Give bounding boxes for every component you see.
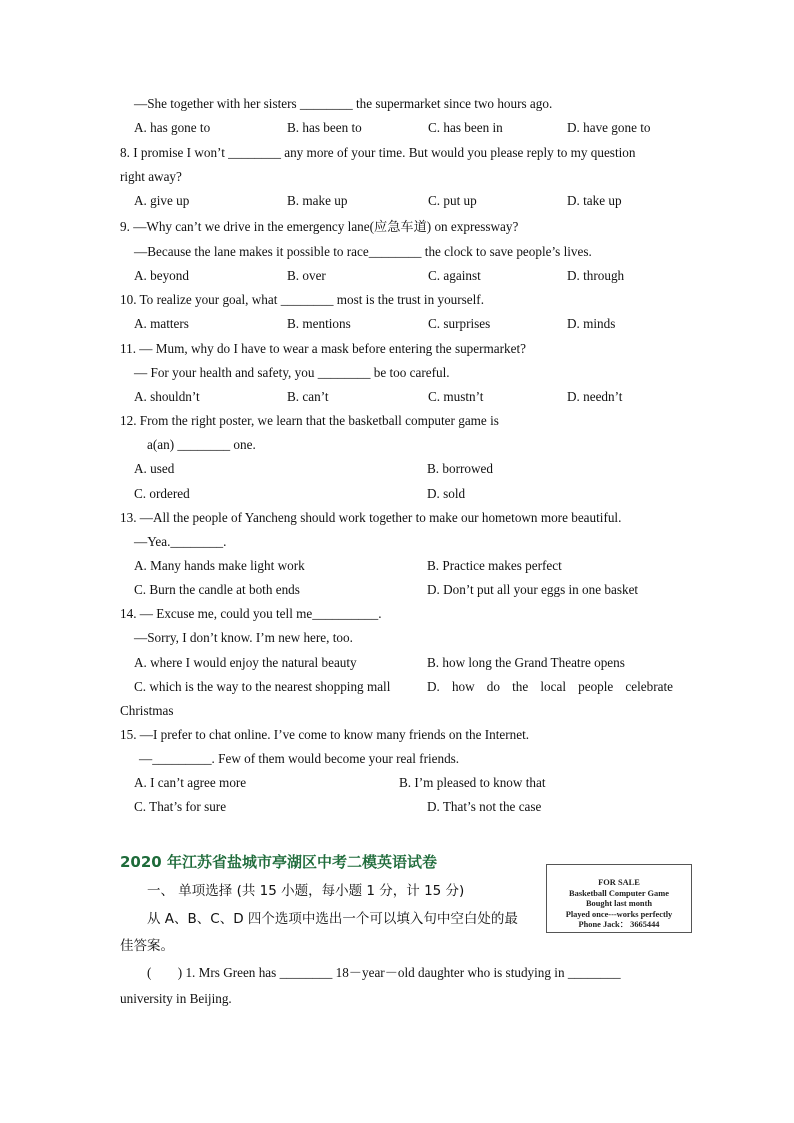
q14-option-d-word: how	[451, 679, 475, 694]
poster-line: Bought last month	[585, 899, 653, 908]
q15-stem-cont: —_________. Few of them would become your real friends.	[139, 751, 460, 766]
q9-option-c: C. against	[428, 268, 481, 283]
q12-stem: 12. From the right poster, we learn that the basketball computer game is	[120, 413, 499, 428]
q13-option-a: A. Many hands make light work	[134, 558, 305, 573]
q13-stem-cont: —Yea.________.	[134, 534, 227, 549]
exam-title: 2020 年江苏省盐城市亭湖区中考二模英语试卷	[120, 853, 437, 871]
poster-line: FOR SALE	[598, 878, 640, 887]
q7-stem: —She together with her sisters ________ the supermarket since two hours ago.	[134, 96, 553, 111]
q9-stem-cont: —Because the lane makes it possible to race________ the clock to save people’s lives.	[134, 244, 592, 259]
instruction-line-1: 从 A、B、C、D 四个选项中选出一个可以填入句中空白处的最	[147, 911, 518, 927]
q11-stem: 11. — Mum, why do I have to wear a mask before entering the supermarket?	[120, 341, 526, 356]
section-heading: 一、 单项选择 (共 15 小题，每小题 1 分，计 15 分)	[147, 883, 465, 899]
poster-line: Basketball Computer Game	[569, 888, 669, 898]
q7-option-a: A. has gone to	[134, 120, 211, 135]
q8-option-d: D. take up	[567, 193, 622, 208]
q11-option-a: A. shouldn’t	[134, 389, 200, 404]
q14-option-d-word: celebrate	[625, 679, 673, 694]
q15-option-b: B. I’m pleased to know that	[399, 775, 546, 790]
q1-stem-cont: university in Beijing.	[120, 991, 232, 1006]
q1-stem: ( ) 1. Mrs Green has ________ 18－year－old daughter who is studying in ________	[147, 965, 621, 980]
q14-option-d-word: people	[578, 679, 614, 694]
q9-option-b: B. over	[287, 268, 326, 283]
q7-option-d: D. have gone to	[567, 120, 651, 135]
q8-option-a: A. give up	[134, 193, 190, 208]
q12-option-d: D. sold	[427, 486, 466, 501]
q14-option-d-word: local	[540, 679, 566, 694]
q9-option-a: A. beyond	[134, 268, 189, 283]
q11-stem-cont: — For your health and safety, you ________ be too careful.	[134, 365, 450, 380]
q11-option-b: B. can’t	[287, 389, 329, 404]
q8-option-b: B. make up	[287, 193, 348, 208]
q8-option-c: C. put up	[428, 193, 477, 208]
poster-line: Played once---works perfectly	[565, 909, 673, 919]
q10-option-d: D. minds	[567, 316, 616, 331]
q10-option-a: A. matters	[134, 316, 189, 331]
q14-option-a: A. where I would enjoy the natural beauty	[134, 655, 357, 670]
q14-option-d-word: do	[486, 679, 500, 694]
q13-option-c: C. Burn the candle at both ends	[134, 582, 300, 597]
q11-option-d: D. needn’t	[567, 389, 623, 404]
poster-line: Phone Jack： 3665444	[578, 920, 660, 929]
q11-option-c: C. mustn’t	[428, 389, 484, 404]
q14-option-d	[427, 679, 673, 695]
q15-stem: 15. —I prefer to chat online. I’ve come to know many friends on the Internet.	[120, 727, 530, 742]
q15-option-a: A. I can’t agree more	[134, 775, 247, 790]
q14-option-d-wrap: Christmas	[120, 703, 174, 718]
q7-option-b: B. has been to	[287, 120, 362, 135]
q14-option-d-word: D.	[427, 679, 440, 694]
instruction-line-2: 佳答案。	[120, 938, 174, 954]
q14-option-b: B. how long the Grand Theatre opens	[427, 655, 625, 670]
q12-option-c: C. ordered	[134, 486, 190, 501]
q14-option-d-word: the	[512, 679, 529, 694]
q12-option-b: B. borrowed	[427, 461, 493, 476]
q8-stem: 8. I promise I won’t ________ any more of your time. But would you please reply to my question	[120, 145, 636, 160]
for-sale-poster	[546, 864, 692, 933]
q14-stem-cont: —Sorry, I don’t know. I’m new here, too.	[134, 630, 353, 645]
q10-option-c: C. surprises	[428, 316, 491, 331]
q7-option-c: C. has been in	[428, 120, 503, 135]
q9-stem: 9. —Why can’t we drive in the emergency lane(应急车道) on expressway?	[120, 219, 519, 234]
q12-option-a: A. used	[134, 461, 175, 476]
q10-stem: 10. To realize your goal, what ________ most is the trust in yourself.	[120, 292, 484, 307]
q10-option-b: B. mentions	[287, 316, 351, 331]
q15-option-c: C. That’s for sure	[134, 799, 227, 814]
q13-stem: 13. —All the people of Yancheng should work together to make our hometown more beautiful.	[120, 510, 622, 525]
q14-stem: 14. — Excuse me, could you tell me__________.	[120, 606, 382, 621]
q9-option-d: D. through	[567, 268, 625, 283]
q8-stem-cont: right away?	[120, 169, 182, 184]
q13-option-b: B. Practice makes perfect	[427, 558, 562, 573]
q12-stem-cont: a(an) ________ one.	[147, 437, 256, 452]
q13-option-d: D. Don’t put all your eggs in one basket	[427, 582, 639, 597]
q14-option-c: C. which is the way to the nearest shopping mall	[134, 679, 391, 694]
q15-option-d: D. That’s not the case	[427, 799, 542, 814]
